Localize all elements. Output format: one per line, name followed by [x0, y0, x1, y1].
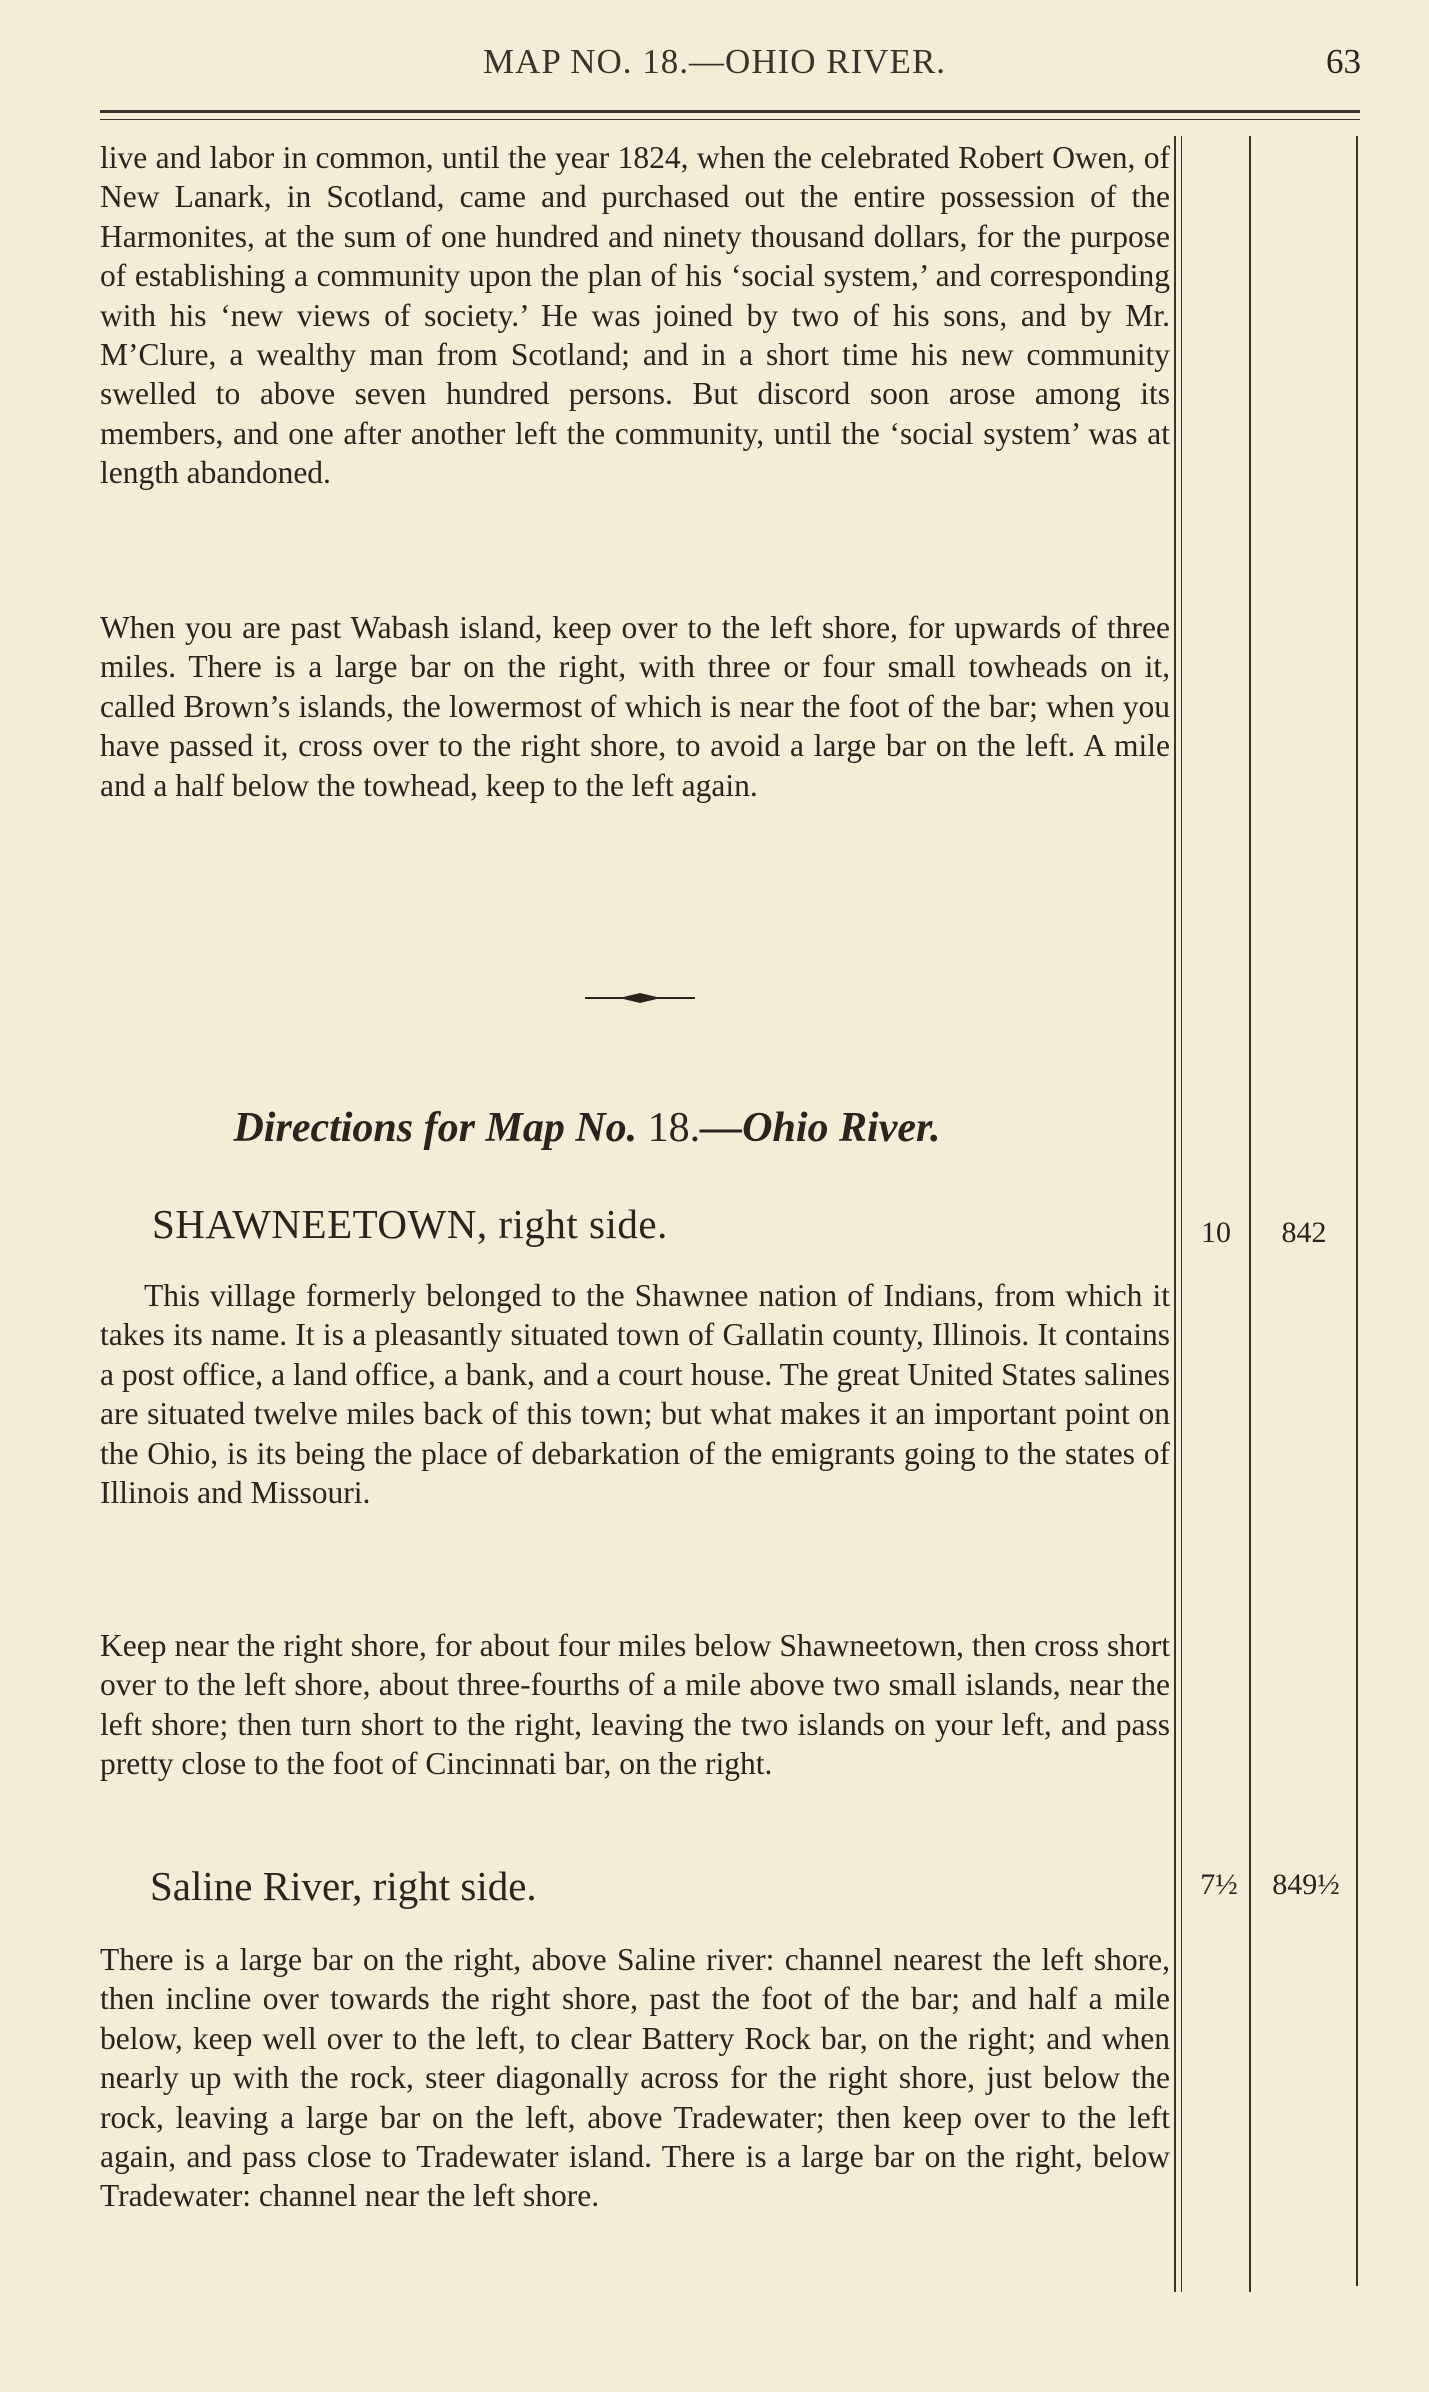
column-rule-middle: [1249, 136, 1251, 2292]
column-rule-right: [1356, 136, 1358, 2286]
column-rule-left: [1174, 136, 1176, 2292]
continued-paragraph: [100, 138, 1170, 493]
section-heading: [0, 1104, 1174, 1152]
local-distance-saline-river: 7½: [1200, 1868, 1238, 1901]
shawneetown-description: [100, 1276, 1170, 1512]
paragraph-shawneetown-navigation: Keep near the right shore, for about four miles below Shawneetown, then cross short over to the left shore, about three-fourths of a mile above two small islands, near the left shore; then turn short to the right, leaving the two islands on your left, and pass pretty close to the foot of Cincinnati bar, on the right.: [100, 1628, 1170, 1782]
section-heading-italic-a: Directions for Map No.: [233, 1105, 638, 1151]
paragraph-shawneetown-village: This village formerly belonged to the Shawnee nation of Indians, from which it takes its name. It is a pleasantly situated town of Gallatin county, Illinois. It contains a post office, a land office, a bank, and a court house. The great United States salines are situated twelve miles back of this town; but what makes it an important point on the Ohio, is its being the place of debarkation of the emigrants going to the states of Illinois and Missouri.: [100, 1278, 1170, 1511]
running-title: MAP NO. 18.—OHIO RIVER.: [482, 42, 947, 81]
header-rule-thin: [100, 119, 1360, 120]
paragraph-owen-community: live and labor in common, until the year 1824, when the celebrated Robert Owen, of New Lanark, in Scotland, came and purchased out the entire possession of the Harmonites, at the sum of one hundred and ninety thousand dollars, for the purpose of establishing a community upon the plan of his ‘social system,’ and corresponding with his ‘new views of society.’ He was joined by two of his sons, and by Mr. M’Clure, a wealthy man from Scotland; and in a short time his new community swelled to above seven hundred persons. But discord soon arose among its members, and one after another left the community, until the ‘social system’ was at length abandoned.: [100, 140, 1170, 491]
total-distance-saline-river: 849½: [1272, 1868, 1340, 1901]
column-rule-left-inner: [1181, 136, 1182, 2292]
wabash-directions: [100, 608, 1170, 805]
section-ornament: [585, 990, 695, 1006]
total-distance-shawneetown: 842: [1281, 1216, 1327, 1249]
saline-river-directions: [100, 1940, 1170, 2216]
section-heading-italic-b: —Ohio River.: [700, 1105, 941, 1151]
paragraph-saline-river-navigation: There is a large bar on the right, above Saline river: channel nearest the left shore, then incline over towards the right shore, past the foot of the bar; and half a mile below, keep well over to the left, to clear Battery Rock bar, on the right; and when nearly up with the rock, steer diagonally across for the right shore, just below the rock, leaving a large bar on the left, above Tradewater; then keep over to the left again, and pass close to Tradewater island. There is a large bar on the right, below Tradewater: channel near the left shore.: [100, 1942, 1170, 2214]
section-heading-number: 18.: [637, 1105, 701, 1151]
page-number: 63: [1326, 42, 1361, 81]
shawneetown-directions: [100, 1626, 1170, 1784]
place-heading-shawneetown: SHAWNEETOWN, right side.: [152, 1201, 668, 1247]
running-head: [0, 40, 1429, 90]
header-rule-thick: [100, 110, 1360, 113]
paragraph-wabash-island: When you are past Wabash island, keep over to the left shore, for upwards of three miles. There is a large bar on the right, with three or four small towheads on it, called Brown’s islands, the lowermost of which is near the foot of the bar; when you have passed it, cross over to the right shore, to avoid a large bar on the left. A mile and a half below the towhead, keep to the left again.: [100, 610, 1170, 803]
place-heading-saline-river: Saline River, right side.: [150, 1863, 537, 1909]
local-distance-shawneetown: 10: [1201, 1216, 1231, 1249]
